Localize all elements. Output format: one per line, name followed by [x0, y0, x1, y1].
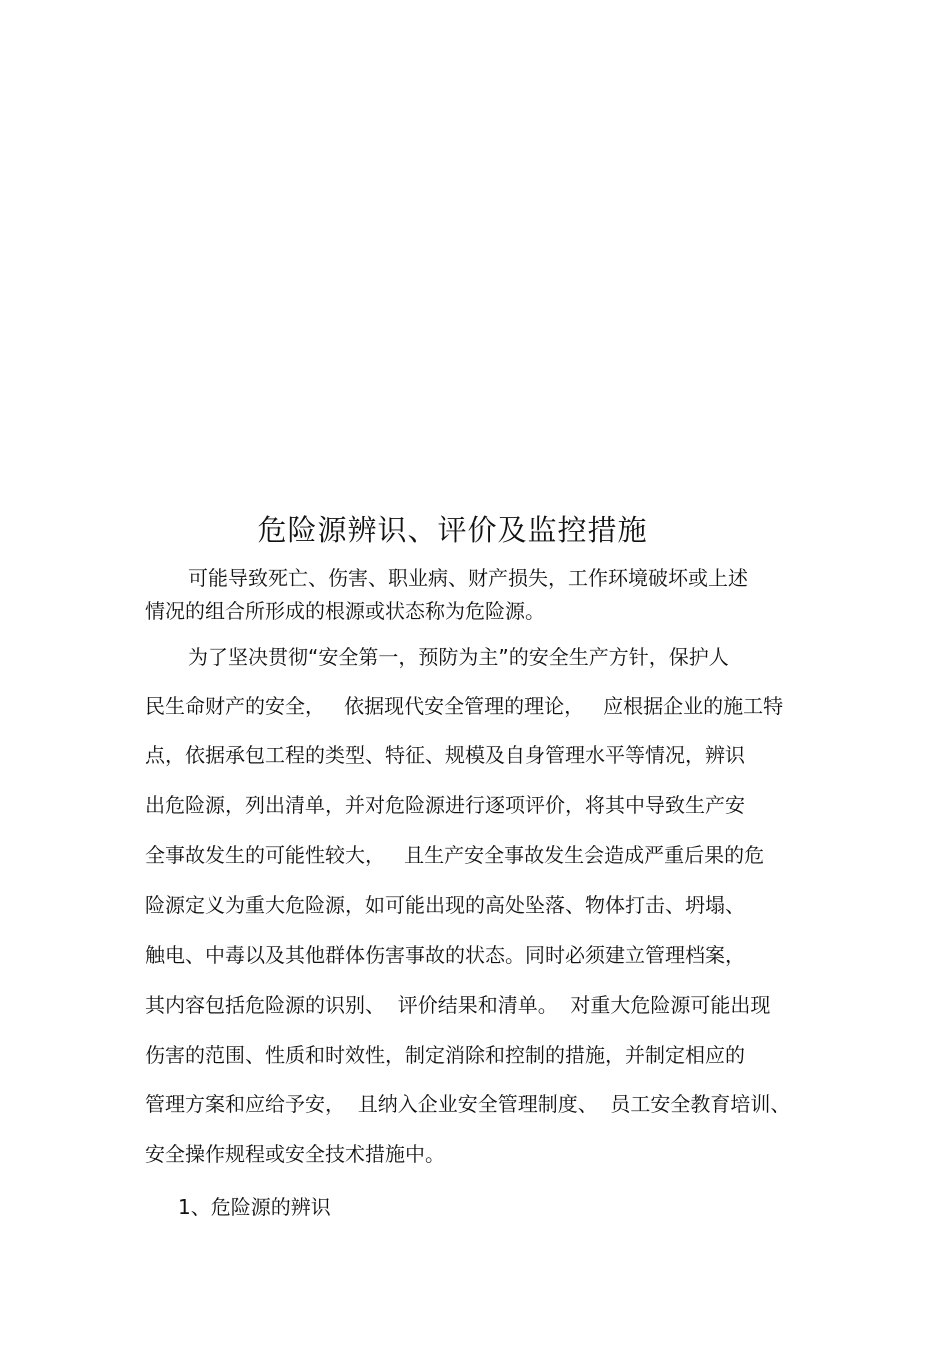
text-line: 管理方案和应给予安， 且纳入企业安全管理制度、 员工安全教育培训、 — [145, 1092, 791, 1116]
section-heading: 1、危险源的辨识 — [178, 1195, 331, 1219]
text-line: 民生命财产的安全， 依据现代安全管理的理论， 应根据企业的施工特 — [145, 694, 784, 718]
text-line: 触电、中毒以及其他群体伤害事故的状态。同时必须建立管理档案， — [145, 943, 745, 967]
text-line: 全事故发生的可能性较大， 且生产安全事故发生会造成严重后果的危 — [145, 843, 765, 867]
text-line: 为了坚决贯彻“安全第一，预防为主”的安全生产方针，保护人 — [188, 645, 729, 669]
document-title: 危险源辨识、评价及监控措施 — [257, 513, 648, 547]
text-line: 其内容包括危险源的识别、 评价结果和清单。 对重大危险源可能出现 — [145, 993, 771, 1017]
text-line: 情况的组合所形成的根源或状态称为危险源。 — [145, 599, 545, 623]
text-line: 伤害的范围、性质和时效性，制定消除和控制的措施，并制定相应的 — [145, 1043, 745, 1067]
text-line: 可能导致死亡、伤害、职业病、财产损失，工作环境破坏或上述 — [188, 566, 748, 590]
text-line: 点，依据承包工程的类型、特征、规模及自身管理水平等情况，辨识 — [145, 743, 745, 767]
text-line: 出危险源，列出清单，并对危险源进行逐项评价，将其中导致生产安 — [145, 793, 745, 817]
text-line: 安全操作规程或安全技术措施中。 — [145, 1142, 445, 1166]
text-line: 险源定义为重大危险源，如可能出现的高处坠落、物体打击、坍塌、 — [145, 893, 745, 917]
